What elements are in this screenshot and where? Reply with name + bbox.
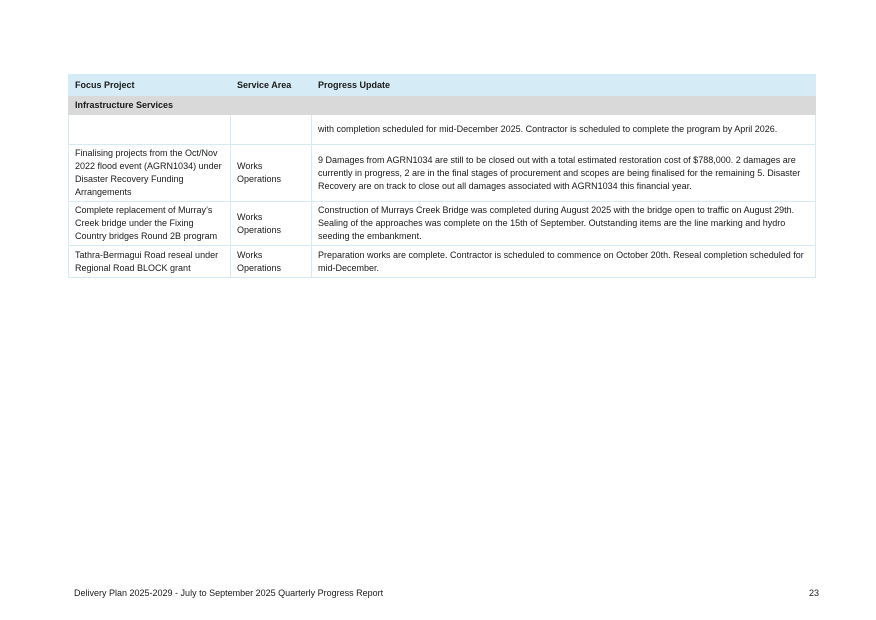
table-row-continuation	[69, 115, 816, 145]
cell-service-area: Works Operations	[231, 202, 312, 246]
cell-progress-update: with completion scheduled for mid-December 2025. Contractor is scheduled to complete the program by April 2026.	[312, 115, 816, 145]
page-footer	[74, 588, 819, 598]
cell-service-area: Works Operations	[231, 145, 312, 202]
cell-focus-project	[69, 115, 231, 145]
cell-focus-project: Complete replacement of Murray’s Creek bridge under the Fixing Country bridges Round 2B program	[69, 202, 231, 246]
section-title: Infrastructure Services	[69, 96, 816, 115]
table-row	[69, 246, 816, 278]
cell-progress-update: Preparation works are complete. Contractor is scheduled to commence on October 20th. Reseal completion scheduled for mid-December.	[312, 246, 816, 278]
header-progress-update: Progress Update	[312, 75, 816, 96]
cell-progress-update: 9 Damages from AGRN1034 are still to be closed out with a total estimated restoration cost of $788,000. 2 damages are currently in progress, 2 are in the final stages of procurement and scopes are being finalised for the remaining 5. Disaster Recovery are on track to close out all damages associated with AGRN1034 this financial year.	[312, 145, 816, 202]
cell-focus-project: Tathra-Bermagui Road reseal under Regional Road BLOCK grant	[69, 246, 231, 278]
footer-title: Delivery Plan 2025-2029 - July to September 2025 Quarterly Progress Report	[74, 588, 384, 598]
progress-table	[68, 74, 816, 278]
cell-progress-update: Construction of Murrays Creek Bridge was completed during August 2025 with the bridge open to traffic on August 29th. Sealing of the approaches was complete on the 15th of September. Outstanding items are the line marking and hydro seeding the embankment.	[312, 202, 816, 246]
cell-service-area	[231, 115, 312, 145]
cell-focus-project: Finalising projects from the Oct/Nov 2022 flood event (AGRN1034) under Disaster Recovery Funding Arrangements	[69, 145, 231, 202]
header-service-area: Service Area	[231, 75, 312, 96]
header-focus-project: Focus Project	[69, 75, 231, 96]
cell-service-area: Works Operations	[231, 246, 312, 278]
table-row	[69, 145, 816, 202]
section-row	[69, 96, 816, 115]
table-row	[69, 202, 816, 246]
table-header-row	[69, 75, 816, 96]
page-number: 23	[808, 588, 819, 598]
